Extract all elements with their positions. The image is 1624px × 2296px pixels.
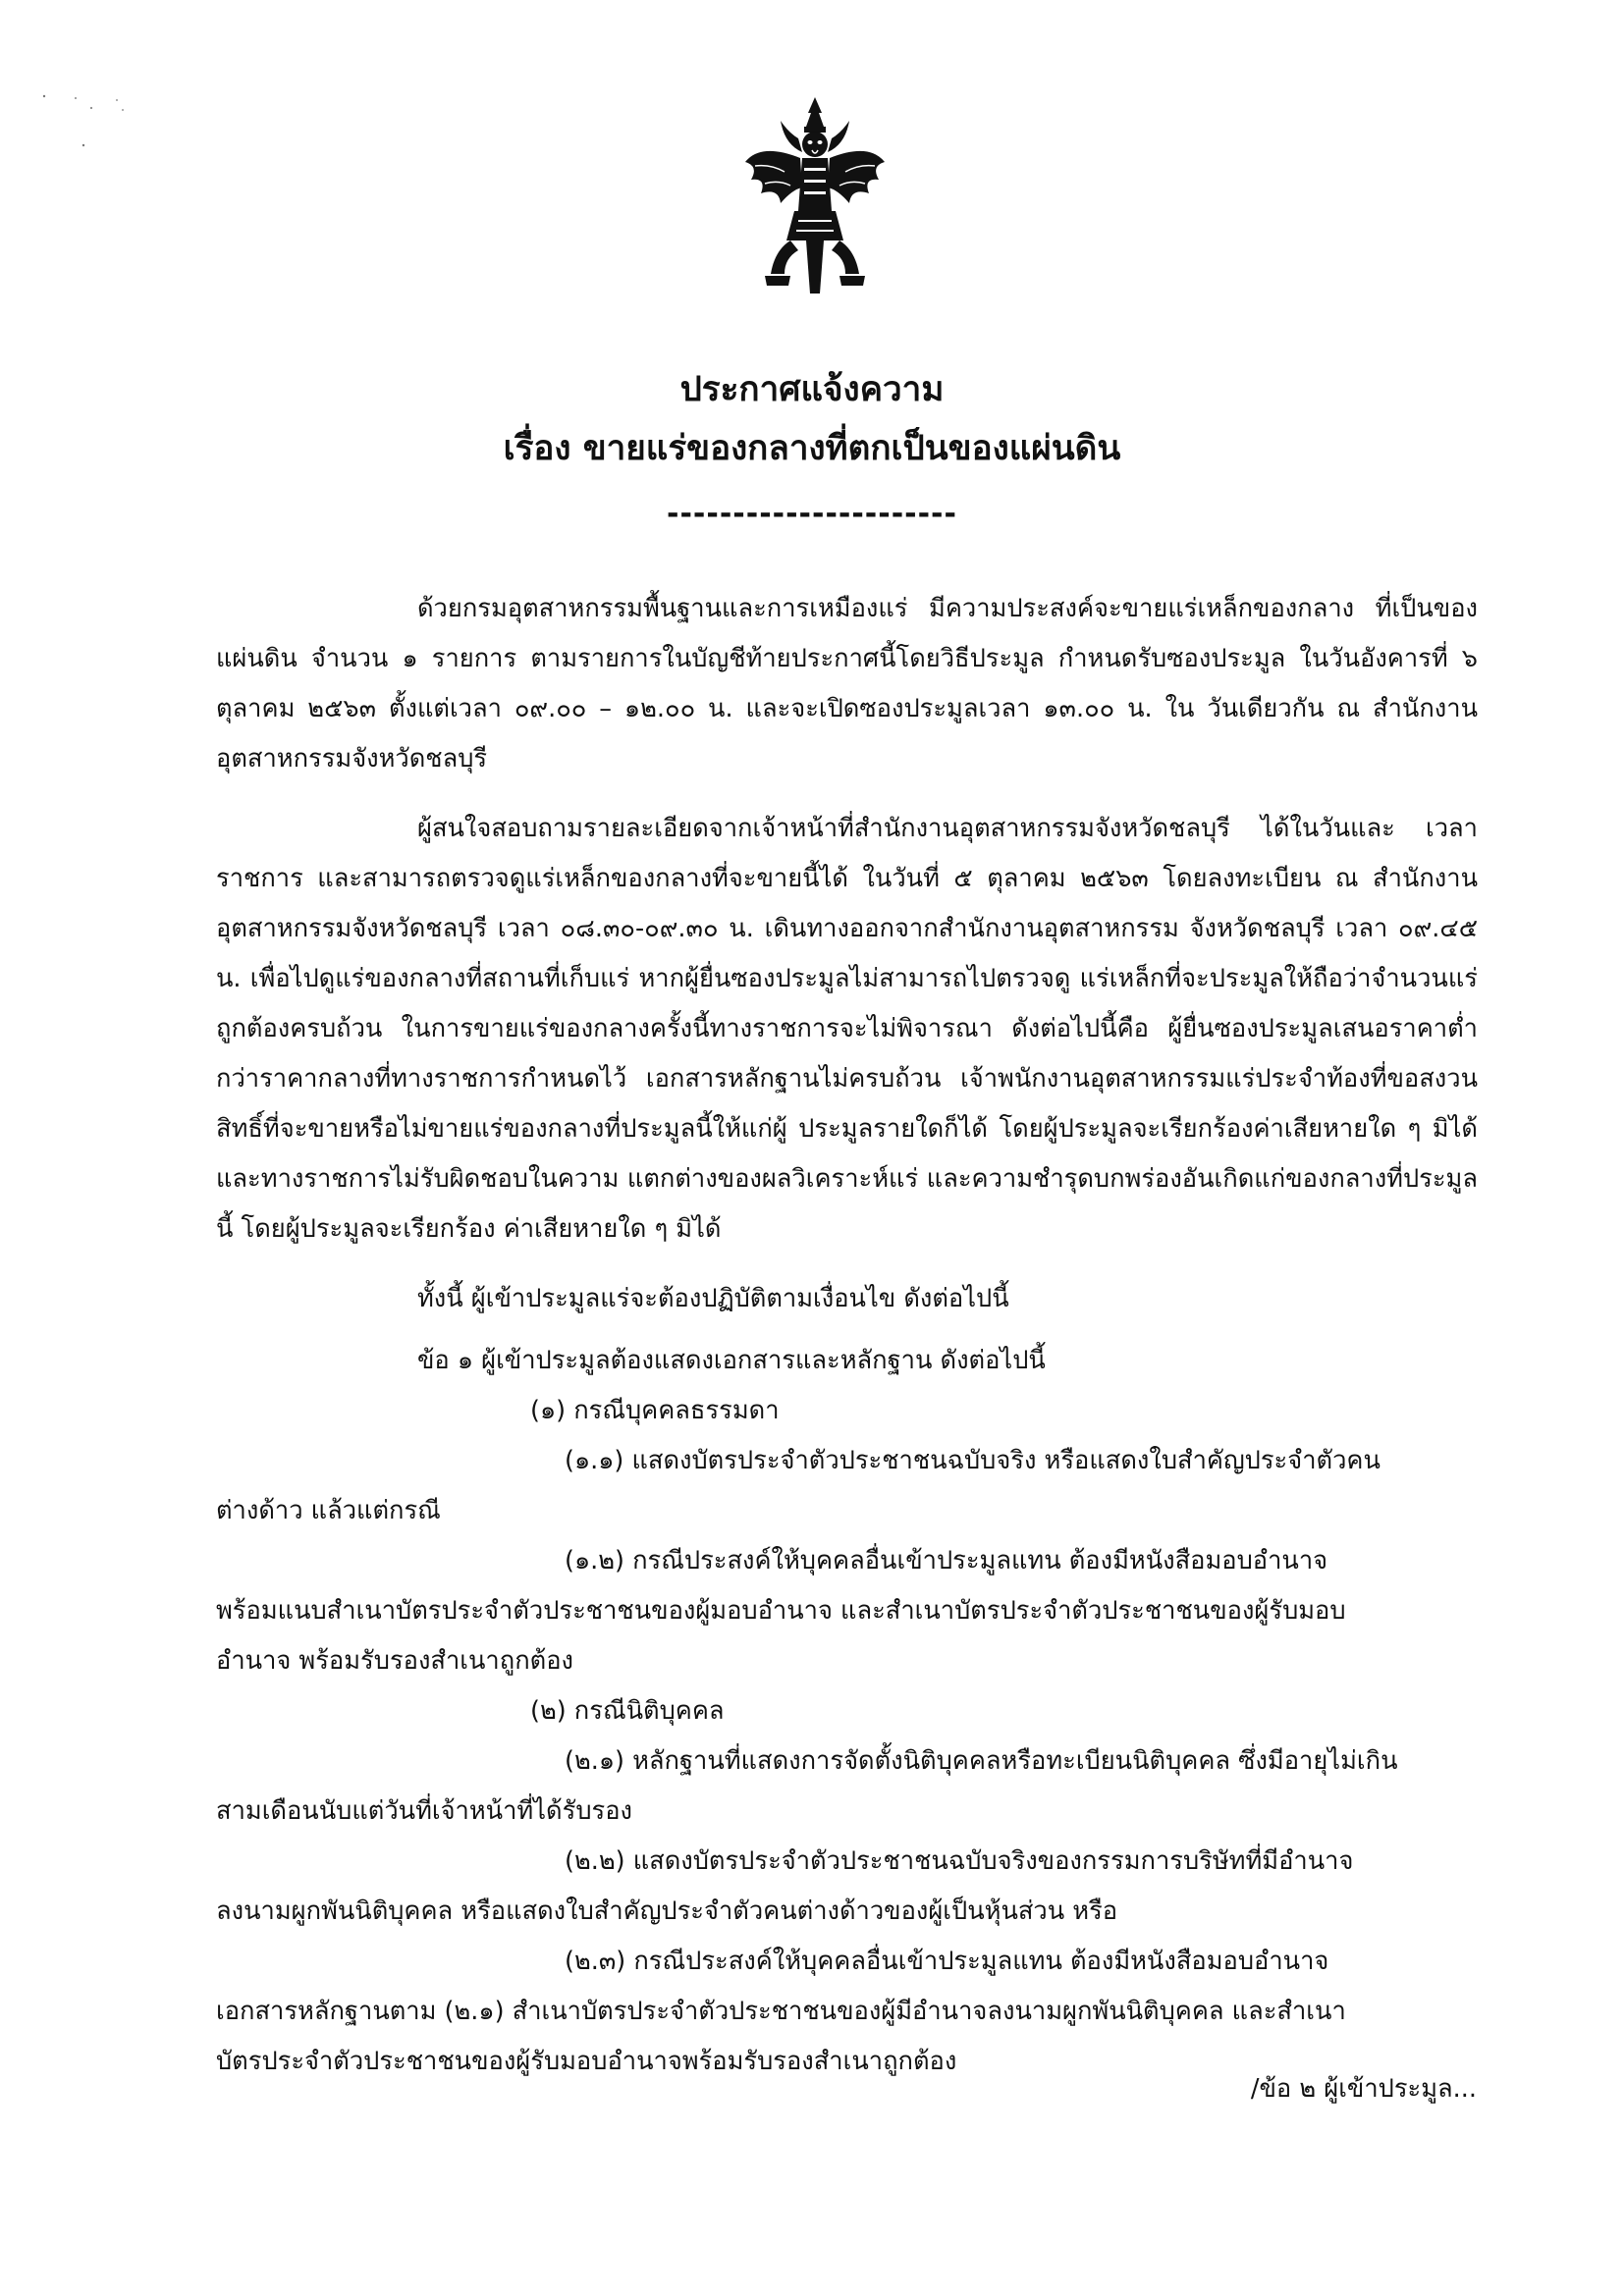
- case-1-1-line-2: ต่างด้าว แล้วแต่กรณี: [216, 1496, 441, 1525]
- clause-1: ข้อ ๑ ผู้เข้าประมูลต้องแสดงเอกสารและหลักฐาน ดังต่อไปนี้: [417, 1346, 1046, 1375]
- case-2-1-line-1: (๒.๑) หลักฐานที่แสดงการจัดตั้งนิติบุคคลหรือทะเบียนนิติบุคคล ซึ่งมีอายุไม่เกิน: [565, 1746, 1398, 1776]
- paragraph-1: ด้วยกรมอุตสาหกรรมพื้นฐานและการเหมืองแร่ มีความประสงค์จะขายแร่เหล็กของกลาง ที่เป็นของแผ่นดิน จำนวน ๑ รายการ ตามรายการในบัญชีท้ายประกาศนี้โดยวิธีประมูล กำหนดรับซองประมูล ในวันอังคารที่ ๖ ตุลาคม ๒๕๖๓ ตั้งแต่เวลา ๐๙.๐๐ – ๑๒.๐๐ น. และจะเปิดซองประมูลเวลา ๑๓.๐๐ น. ใน วันเดียวกัน ณ สำนักงานอุตสาหกรรมจังหวัดชลบุรี: [216, 594, 1478, 774]
- case-1-heading: (๑) กรณีบุคคลธรรมดา: [530, 1396, 780, 1425]
- subject-line: เรื่อง ขายแร่ของกลางที่ตกเป็นของแผ่นดิน: [503, 429, 1121, 468]
- paragraph-2: ผู้สนใจสอบถามรายละเอียดจากเจ้าหน้าที่สำนักงานอุตสาหกรรมจังหวัดชลบุรี ได้ในวันและ เวลาราชการ และสามารถตรวจดูแร่เหล็กของกลางที่จะขายนี้ได้ ในวันที่ ๕ ตุลาคม ๒๕๖๓ โดยลงทะเบียน ณ สำนักงานอุตสาหกรรมจังหวัดชลบุรี เวลา ๐๘.๓๐-๐๙.๓๐ น. เดินทางออกจากสำนักงานอุตสาหกรรม จังหวัดชลบุรี เวลา ๐๙.๔๕ น. เพื่อไปดูแร่ของกลางที่สถานที่เก็บแร่ หากผู้ยื่นซองประมูลไม่สามารถไปตรวจดู แร่เหล็กที่จะประมูลให้ถือว่าจำนวนแร่ถูกต้องครบถ้วน ในการขายแร่ของกลางครั้งนี้ทางราชการจะไม่พิจารณา ดังต่อไปนี้คือ ผู้ยื่นซองประมูลเสนอราคาต่ำกว่าราคากลางที่ทางราชการกำหนดไว้ เอกสารหลักฐานไม่ครบถ้วน เจ้าพนักงานอุตสาหกรรมแร่ประจำท้องที่ขอสงวนสิทธิ์ที่จะขายหรือไม่ขายแร่ของกลางที่ประมูลนี้ให้แก่ผู้ ประมูลรายใดก็ได้ โดยผู้ประมูลจะเรียกร้องค่าเสียหายใด ๆ มิได้ และทางราชการไม่รับผิดชอบในความ แตกต่างของผลวิเคราะห์แร่ และความชำรุดบกพร่องอันเกิดแก่ของกลางที่ประมูลนี้ โดยผู้ประมูลจะเรียกร้อง ค่าเสียหายใด ๆ มิได้: [216, 814, 1478, 1244]
- case-1-2-line-1: (๑.๒) กรณีประสงค์ให้บุคคลอื่นเข้าประมูลแทน ต้องมีหนังสือมอบอำนาจ: [565, 1546, 1328, 1575]
- case-1-2-line-3: อำนาจ พร้อมรับรองสำเนาถูกต้อง: [216, 1646, 573, 1676]
- case-2-2-line-1: (๒.๒) แสดงบัตรประจำตัวประชาชนฉบับจริงของกรรมการบริษัทที่มีอำนาจ: [565, 1846, 1354, 1876]
- case-2-3-line-2: เอกสารหลักฐานตาม (๒.๑) สำเนาบัตรประจำตัวประชาชนของผู้มีอำนาจลงนามผูกพันนิติบุคคล และสำเนา: [216, 1997, 1346, 2026]
- case-2-1-line-2: สามเดือนนับแต่วันที่เจ้าหน้าที่ได้รับรอง: [216, 1796, 632, 1826]
- case-2-2-line-2: ลงนามผูกพันนิติบุคคล หรือแสดงใบสำคัญประจำตัวคนต่างด้าวของผู้เป็นหุ้นส่วน หรือ: [216, 1896, 1118, 1926]
- garuda-emblem-icon: [741, 93, 889, 299]
- header: [0, 365, 1624, 534]
- case-2-3-line-3: บัตรประจำตัวประชาชนของผู้รับมอบอำนาจพร้อมรับรองสำเนาถูกต้อง: [216, 2047, 957, 2076]
- case-1-1-line-1: (๑.๑) แสดงบัตรประจำตัวประชาชนฉบับจริง หรือแสดงใบสำคัญประจำตัวคน: [565, 1446, 1380, 1475]
- paragraph-3: ทั้งนี้ ผู้เข้าประมูลแร่จะต้องปฏิบัติตามเงื่อนไข ดังต่อไปนี้: [417, 1284, 1009, 1313]
- scan-speckles: [34, 79, 152, 167]
- page-title: ประกาศแจ้งความ: [679, 370, 945, 409]
- case-2-heading: (๒) กรณีนิติบุคคล: [530, 1696, 725, 1726]
- announcement-body: [216, 584, 1478, 2087]
- case-1-2-line-2: พร้อมแนบสำเนาบัตรประจำตัวประชาชนของผู้มอบอำนาจ และสำเนาบัตรประจำตัวประชาชนของผู้รับมอบ: [216, 1596, 1346, 1626]
- title-separator: ----------------------: [667, 497, 957, 531]
- continuation-note: /ข้อ ๒ ผู้เข้าประมูล...: [1250, 2074, 1477, 2104]
- case-2-3-line-1: (๒.๓) กรณีประสงค์ให้บุคคลอื่นเข้าประมูลแทน ต้องมีหนังสือมอบอำนาจ: [565, 1947, 1329, 1976]
